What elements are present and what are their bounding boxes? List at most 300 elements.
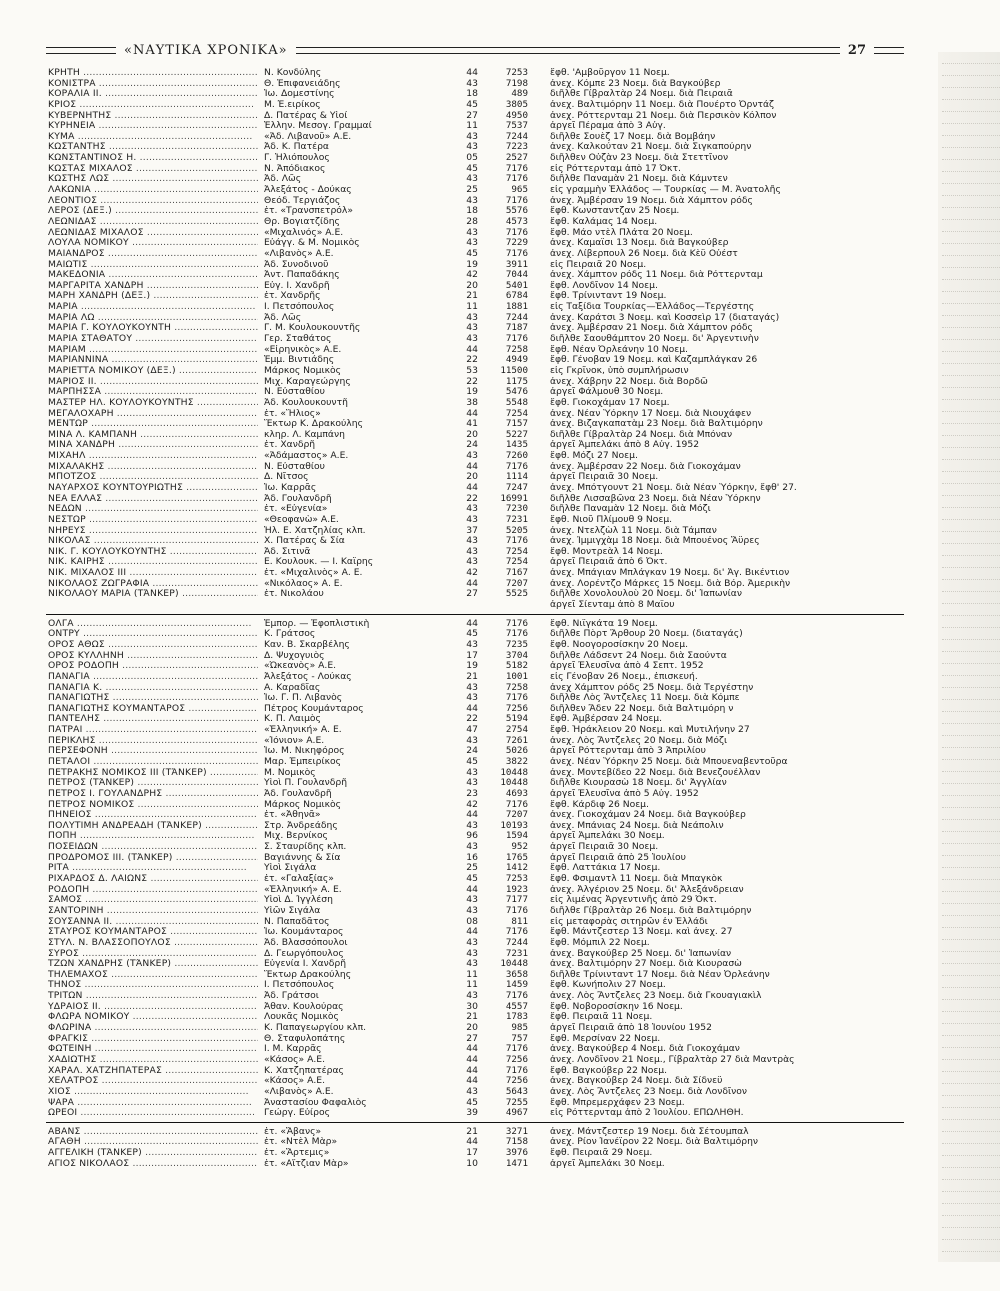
ship-name-text: ΝΕΣΤΩΡ xyxy=(48,514,86,525)
tonnage: 7176 xyxy=(505,927,528,938)
voyage-status: εἰς Ταξίδια Τουρκίας—Ἑλλάδος—Τεργέστης xyxy=(550,302,755,313)
owner-name: Δ. Γεωργόπουλος xyxy=(264,948,344,959)
leader-dots xyxy=(183,483,258,493)
register-code: 43 xyxy=(466,693,478,704)
owner-name: Εὐγενία Ι. Χανδρῆ xyxy=(264,959,347,970)
leader-dots xyxy=(105,640,258,650)
owner-name: «Κάσος» Α.Ε. xyxy=(264,1054,326,1065)
register-code: 96 xyxy=(466,831,478,842)
voyage-status: διῆλθεν Ἄδεν 22 Νοεμ. διὰ Βαλτιμόρη ν xyxy=(550,703,734,714)
ship-name xyxy=(46,704,258,715)
leader-dots xyxy=(108,355,258,365)
tonnage: 5548 xyxy=(505,397,528,408)
leader-dots xyxy=(176,366,258,376)
ship-name-text: ΣΑΝΤΟΡΙΝΗ xyxy=(48,905,104,916)
facing-page-line xyxy=(942,1000,1000,1012)
facing-page-line xyxy=(942,1240,1000,1252)
ship-register-table xyxy=(46,68,904,1169)
owner-name: Γεώργ. Εὐίρος xyxy=(264,1108,330,1119)
ship-row xyxy=(46,600,904,611)
owner-name: ἑτ. «Ἥλιος» xyxy=(264,408,321,419)
tonnage: 7256 xyxy=(505,1054,528,1065)
voyage-status: διῆλθε Λισσαβῶνα 23 Νοεμ. διὰ Νέαν Ὑόρκην xyxy=(550,493,761,504)
ship-row xyxy=(46,345,904,356)
facing-page-line xyxy=(942,988,1000,1000)
ship-row xyxy=(46,366,904,377)
leader-dots xyxy=(96,472,258,482)
voyage-status: ἀνεχ. Μοντεβίδεο 22 Νοεμ. διὰ Βενεζουέλλαν xyxy=(550,767,761,778)
register-code: 43 xyxy=(466,991,478,1002)
register-code: 37 xyxy=(466,525,478,536)
leader-dots xyxy=(74,619,252,629)
leader-dots xyxy=(81,1137,258,1147)
ship-row xyxy=(46,568,904,579)
facing-page-line xyxy=(942,352,1000,364)
tonnage: 1471 xyxy=(505,1158,528,1169)
ship-name-text: ΜΙΝΑ Λ. ΚΑΜΠΑΝΗ xyxy=(48,429,138,440)
register-code: 43 xyxy=(466,948,478,959)
ship-name-text: ΧΕΛΑΤΡΟΣ xyxy=(48,1076,99,1087)
ship-name-text: ΦΛΩΡΙΝΑ xyxy=(48,1023,92,1034)
facing-page-line xyxy=(942,604,1000,616)
ship-row xyxy=(46,547,904,558)
voyage-status: διῆλθε Τρίνινταντ 17 Νοεμ. διὰ Νέαν Ὀρλεάνην xyxy=(550,969,770,980)
ship-name xyxy=(46,419,258,430)
ship-name-text: ΛΕΩΝΙΔΑΣ ΜΙΧΑΛΟΣ xyxy=(48,227,144,238)
voyage-status: ἀργεῖ Ἐλευσῖνα ἀπὸ 4 Σεπτ. 1952 xyxy=(550,661,704,672)
owner-name: ἑτ. Χανδρῆς xyxy=(264,291,321,302)
tonnage: 7176 xyxy=(505,195,528,206)
register-code: 11 xyxy=(466,121,478,132)
ship-name xyxy=(46,249,258,260)
ship-row xyxy=(46,451,904,462)
tonnage: 3658 xyxy=(505,969,528,980)
leader-dots xyxy=(162,1066,258,1076)
register-code: 24 xyxy=(466,440,478,451)
ship-name xyxy=(46,121,258,132)
leader-dots xyxy=(102,89,258,99)
ship-name-text: ΩΡΕΟΙ xyxy=(48,1108,78,1119)
register-code: 43 xyxy=(466,937,478,948)
tonnage: 7253 xyxy=(505,68,528,78)
ship-name xyxy=(46,821,258,832)
register-code: 43 xyxy=(466,514,478,525)
ship-name-text: ΠΕΤΡΟΣ (ΤΆΝΚΕΡ) xyxy=(48,778,135,789)
ship-row xyxy=(46,1002,904,1013)
ship-name xyxy=(46,217,258,228)
tonnage: 1175 xyxy=(505,376,528,387)
voyage-status: ἀργεῖ Πειραιᾶ ἀπὸ 25 Ἰουλίου xyxy=(550,852,686,863)
facing-page-line xyxy=(942,916,1000,928)
leader-dots xyxy=(104,906,258,916)
voyage-status: διῆλθε Χονολουλοὺ 20 Νοεμ. δι' Ἰαπωνίαν xyxy=(550,589,742,600)
tonnage: 757 xyxy=(511,1033,528,1044)
owner-name: «Ἑλληνική» Α. Ε. xyxy=(264,884,342,895)
tonnage: 3271 xyxy=(505,1126,528,1137)
owner-name: Θεόδ. Τεργιάζος xyxy=(264,195,341,206)
ship-name-text: ΠΟΣΕΙΔΩΝ xyxy=(48,842,99,853)
leader-dots xyxy=(149,579,258,589)
facing-page-line xyxy=(942,196,1000,208)
voyage-status: ἔφθ. Μόμπιλ 22 Νοεμ. xyxy=(550,937,650,948)
owner-name: Κ. Χατζηπατέρας xyxy=(264,1065,344,1076)
register-code: 17 xyxy=(466,650,478,661)
owner-name: «Λιβανὸς» Α.Ε. xyxy=(264,248,334,259)
leader-dots xyxy=(97,1055,258,1065)
voyage-status: ἔφθ. Λονδῖνον 14 Νοεμ. xyxy=(550,280,658,291)
ship-row xyxy=(46,1034,904,1045)
leader-dots xyxy=(104,462,258,472)
tonnage: 3911 xyxy=(505,259,528,270)
ship-name-text: ΟΛΓΑ xyxy=(48,618,74,629)
tonnage: 7176 xyxy=(505,248,528,259)
leader-dots xyxy=(105,249,258,259)
leader-dots xyxy=(83,991,258,1001)
voyage-status: ἔφθ. Μάο ντὲλ Πλάτα 20 Νοεμ. xyxy=(550,227,693,238)
voyage-status: ἀργεῖ Σίενταμ ἀπὸ 8 Μαΐου xyxy=(550,600,675,611)
owner-name: Μιχ. Βερνίκος xyxy=(264,831,328,842)
ship-name-text: ΚΩΣΤΑΣ ΜΙΧΑΛΟΣ xyxy=(48,163,133,174)
register-code: 28 xyxy=(466,216,478,227)
ship-row xyxy=(46,419,904,430)
facing-page-line xyxy=(942,1144,1000,1156)
ship-row xyxy=(46,440,904,451)
owner-name: Ἐμμ. Βιντιάδης xyxy=(264,355,335,366)
tonnage: 4950 xyxy=(505,110,528,121)
voyage-status: εἰς Ρόττερνταμ ἀπὸ 2 Ἰουλίου. ΕΠΩΛΗΘΗ. xyxy=(550,1108,744,1119)
ship-name-text: ΤΗΝΟΣ xyxy=(48,980,82,991)
tonnage: 1594 xyxy=(505,831,528,842)
tonnage: 10448 xyxy=(500,778,528,789)
ship-name-text: ΚΟΝΙΣΤΡΑ xyxy=(48,78,96,89)
register-code: 43 xyxy=(466,238,478,249)
ship-row xyxy=(46,132,904,143)
ship-name xyxy=(46,79,258,90)
facing-page-line xyxy=(942,892,1000,904)
tonnage: 2754 xyxy=(505,725,528,736)
voyage-status: ἀνεχ. Λονδῖνον 21 Νοεμ., Γίβραλτὰρ 27 διὰ Μαντρὰς xyxy=(550,1054,795,1065)
ship-row xyxy=(46,917,904,928)
ship-row xyxy=(46,683,904,694)
leader-dots xyxy=(112,917,258,927)
leader-dots xyxy=(90,757,258,767)
facing-page-line xyxy=(942,664,1000,676)
voyage-status: ἀνεχ. Ἀμβέρσαν 22 Νοεμ. διὰ Γιοκοχάμαν xyxy=(550,461,741,472)
register-code: 43 xyxy=(466,842,478,853)
ship-name xyxy=(46,589,258,600)
ship-row xyxy=(46,526,904,537)
facing-page-line xyxy=(942,52,1000,64)
ship-name xyxy=(46,260,258,271)
register-code: 22 xyxy=(466,376,478,387)
register-code: 44 xyxy=(466,884,478,895)
tonnage: 7244 xyxy=(505,937,528,948)
ship-name xyxy=(46,111,258,122)
voyage-status: ἀνεχ. Λορέντζο Μάρκες 15 Νοεμ. διὰ Βόρ. Ἀμερικὴν xyxy=(550,578,791,589)
voyage-status: ἀνεχ. Ἀμβέρσαν 19 Νοεμ. διὰ Χάμπτον ρόδς xyxy=(550,195,753,206)
register-code: 43 xyxy=(466,959,478,970)
owner-name: Υἱῶν Σιγάλα xyxy=(264,905,321,916)
tonnage: 7235 xyxy=(505,639,528,650)
tonnage: 7231 xyxy=(505,514,528,525)
owner-name: Βαγιάννης & Σία xyxy=(264,852,341,863)
ship-name-text: ΚΥΜΑ xyxy=(48,131,75,142)
ship-row xyxy=(46,619,904,630)
ship-name-text: ΝΕΑ ΕΛΛΑΣ xyxy=(48,493,103,504)
ship-name-text: ΤΖΩΝ ΧΑΝΔΡΗΣ (ΤΆΝΚΕΡ) xyxy=(48,959,172,970)
tonnage: 10193 xyxy=(500,820,528,831)
ship-name xyxy=(46,526,258,537)
voyage-status: ἀνεχ. Λὸς Ἄντζελες 23 Νοεμ. διὰ Λονδῖνον xyxy=(550,1086,748,1097)
ship-name xyxy=(46,196,258,207)
leader-dots xyxy=(91,1023,258,1033)
facing-page-line xyxy=(942,364,1000,376)
register-code: 43 xyxy=(466,504,478,515)
owner-name: Ἀδ. Λῶς xyxy=(264,312,302,323)
owner-name: Ἀδ. Συνοδινοῦ xyxy=(264,259,329,270)
owner-name: ἑτ. «Ντὲλ Μὰρ» xyxy=(264,1137,338,1148)
ship-name-text: ΝΙΚΟΛΑΣ xyxy=(48,536,91,547)
ship-name-text: ΜΕΝΤΩΡ xyxy=(48,419,88,430)
ship-name xyxy=(46,483,258,494)
ship-name xyxy=(46,164,258,175)
ship-row xyxy=(46,121,904,132)
ship-row xyxy=(46,789,904,800)
leader-dots xyxy=(101,387,258,397)
owner-name: Εὐάγγ. & Μ. Νομικὸς xyxy=(264,238,360,249)
voyage-status: ἀνεχ. Καλκούταν 21 Νοεμ. διὰ Σιγκαπούρην xyxy=(550,142,752,153)
voyage-status: ἀνεχ. Μάντζεστερ 19 Νοεμ. διὰ Σέτουμπαλ xyxy=(550,1126,749,1137)
ship-name xyxy=(46,451,258,462)
voyage-status: διῆλθε Γίβραλτὰρ 24 Νοεμ. διὰ Μπόναν xyxy=(550,429,733,440)
leader-dots xyxy=(106,142,258,152)
ship-name-text: ΛΕΟΝΤΙΟΣ xyxy=(48,195,98,206)
facing-page-line xyxy=(942,1216,1000,1228)
ship-name-text: ΧΑΔΙΩΤΗΣ xyxy=(48,1054,97,1065)
ship-name xyxy=(46,853,258,864)
tonnage: 7176 xyxy=(505,905,528,916)
tonnage: 16991 xyxy=(500,493,528,504)
leader-dots xyxy=(207,768,258,778)
ship-name xyxy=(46,938,258,949)
voyage-status: ἔφθ. Βαγκούβερ 22 Νοεμ. xyxy=(550,1065,668,1076)
ship-name-text: ΑΓΙΟΣ ΝΙΚΟΛΑΟΣ xyxy=(48,1158,130,1169)
ship-name xyxy=(46,778,258,789)
owner-name: Ἀδ. Κουλουκουντῆ xyxy=(264,397,348,408)
ship-name-text: ΟΝΤΡΥ xyxy=(48,629,80,640)
ship-name xyxy=(46,1044,258,1055)
voyage-status: ἀνεχ. Ντελζὼλ 11 Νοεμ. διὰ Τάμπαν xyxy=(550,525,717,536)
register-code: 21 xyxy=(466,671,478,682)
voyage-status: ἔφθ. Πειραιᾶ 11 Νοεμ. xyxy=(550,1012,653,1023)
voyage-status: ἔφθ. Γιοκοχάμαν 17 Νοεμ. xyxy=(550,397,670,408)
voyage-status: ἀργεῖ Ἐλευσῖνα ἀπὸ 5 Αὐγ. 1952 xyxy=(550,788,699,799)
voyage-status: ἔφθ. Ἡράκλειον 20 Νοεμ. καὶ Μυτιλήνην 27 xyxy=(550,725,750,736)
ship-row xyxy=(46,217,904,228)
facing-page-line xyxy=(942,520,1000,532)
ship-name xyxy=(46,334,258,345)
tonnage: 7207 xyxy=(505,578,528,589)
tonnage: 5205 xyxy=(505,525,528,536)
owner-name: «Κάσος» Α.Ε. xyxy=(264,1076,326,1087)
owner-name: Δ. Πατέρας & Υἱοί xyxy=(264,110,348,121)
register-code: 43 xyxy=(466,682,478,693)
leader-dots xyxy=(75,132,253,142)
facing-page-line xyxy=(942,1108,1000,1120)
facing-page-line xyxy=(942,508,1000,520)
register-code: 43 xyxy=(466,451,478,462)
register-code: 44 xyxy=(466,461,478,472)
ship-name-text: ΚΟΡΑΛΙΑ ΙΙ. xyxy=(48,89,102,100)
tonnage: 7256 xyxy=(505,703,528,714)
register-code: 43 xyxy=(466,895,478,906)
voyage-status: ἔφθ. 'Αμβοῦργον 11 Νοεμ. xyxy=(550,68,670,78)
owner-name: Ι. Πετσόπουλος xyxy=(264,980,335,991)
facing-page-line xyxy=(942,712,1000,724)
owner-name: «Ἀδ. Λιβανοῦ» Α.Ε. xyxy=(264,131,352,142)
leader-dots xyxy=(86,345,258,355)
tonnage: 7256 xyxy=(505,1076,528,1087)
leader-dots xyxy=(144,281,258,291)
voyage-status: ἀνεχ. Κόμπε 23 Νοεμ. διὰ Βαγκούβερ xyxy=(550,78,721,89)
owner-name: Δ. Ψυχογυιὸς xyxy=(264,650,325,661)
leader-dots xyxy=(150,291,258,301)
register-code: 43 xyxy=(466,820,478,831)
ship-name xyxy=(46,600,258,611)
ship-name xyxy=(46,672,258,683)
leader-dots xyxy=(88,1034,258,1044)
ship-row xyxy=(46,746,904,757)
ship-row xyxy=(46,640,904,651)
leader-dots xyxy=(102,683,258,693)
owner-name: Ἀθαν. Κουλούρας xyxy=(264,1001,344,1012)
ship-row xyxy=(46,853,904,864)
register-code: 43 xyxy=(466,131,478,142)
ship-name-text: ΣΤΑΥΡΟΣ ΚΟΥΜΑΝΤΑΡΟΣ xyxy=(48,927,168,938)
owner-name: «Μιχαλινός» Α.Ε. xyxy=(264,227,344,238)
ship-row xyxy=(46,430,904,441)
leader-dots xyxy=(124,651,258,661)
owner-name: Εὐγ. Ι. Χανδρῆ xyxy=(264,280,330,291)
tonnage: 952 xyxy=(511,842,528,853)
ship-row xyxy=(46,629,904,640)
facing-page-line xyxy=(942,1192,1000,1204)
leader-dots xyxy=(97,196,258,206)
ship-name-text: ΛΕΩΝΙΔΑΣ xyxy=(48,216,97,227)
ship-name-text: ΠΑΝΑΓΙΑ xyxy=(48,671,90,682)
tonnage: 7176 xyxy=(505,174,528,185)
facing-page-line xyxy=(942,1228,1000,1240)
register-code: 42 xyxy=(466,568,478,579)
facing-page-line xyxy=(942,568,1000,580)
register-code: 05 xyxy=(466,153,478,164)
ship-row xyxy=(46,334,904,345)
facing-page-line xyxy=(942,112,1000,124)
tonnage: 7254 xyxy=(505,546,528,557)
tonnage: 7167 xyxy=(505,568,528,579)
leader-dots xyxy=(81,1127,258,1137)
facing-page-line xyxy=(942,1036,1000,1048)
facing-page-line xyxy=(942,472,1000,484)
ship-name xyxy=(46,302,258,313)
register-code: 21 xyxy=(466,1012,478,1023)
leader-dots xyxy=(142,1148,258,1158)
ship-name xyxy=(46,1076,258,1087)
ship-name-text: ΨΑΡΑ xyxy=(48,1097,75,1108)
ship-name xyxy=(46,270,258,281)
ship-row xyxy=(46,142,904,153)
register-code: 44 xyxy=(466,927,478,938)
leader-dots xyxy=(171,323,258,333)
ship-name xyxy=(46,281,258,292)
ship-name-text: ΤΡΙΤΩΝ xyxy=(48,991,83,1002)
register-code: 44 xyxy=(466,1054,478,1065)
voyage-status: ἔφθ. Κάρδιφ 26 Νοεμ. xyxy=(550,799,649,810)
leader-dots xyxy=(77,831,255,841)
tonnage: 4557 xyxy=(505,1001,528,1012)
owner-name: Υἱοὶ Σιγάλα xyxy=(264,863,317,874)
tonnage: 2527 xyxy=(505,153,528,164)
tonnage: 7261 xyxy=(505,735,528,746)
facing-page-line xyxy=(942,832,1000,844)
register-code: 44 xyxy=(466,810,478,821)
register-code: 43 xyxy=(466,557,478,568)
voyage-status: ἔφθ. Μοντρεὰλ 14 Νοεμ. xyxy=(550,546,663,557)
voyage-status: διῆλθεν Οὐζὰν 23 Νοεμ. διὰ Στεττῖνον xyxy=(550,153,729,164)
voyage-status: εἰς γραμμὴν Ἑλλάδος — Τουρκίας — Μ. Ἀνατολῆς xyxy=(550,185,781,196)
register-code: 43 xyxy=(466,546,478,557)
facing-page-line xyxy=(942,220,1000,232)
tonnage: 6784 xyxy=(505,291,528,302)
ship-row xyxy=(46,778,904,789)
tonnage: 4949 xyxy=(505,355,528,366)
ship-row xyxy=(46,260,904,271)
ship-name-text: ΠΕΡΣΕΦΟΝΗ xyxy=(48,746,108,757)
ship-row xyxy=(46,515,904,526)
voyage-status: ἀνεχ. Καμαΐσι 13 Νοεμ. διὰ Βαγκούβερ xyxy=(550,238,729,249)
facing-page-line xyxy=(942,796,1000,808)
owner-name: Ἀδ. Κ. Πατέρα xyxy=(264,142,329,153)
ship-row xyxy=(46,1023,904,1034)
ship-name xyxy=(46,874,258,885)
register-code: 24 xyxy=(466,746,478,757)
tonnage: 7044 xyxy=(505,270,528,281)
ship-row xyxy=(46,291,904,302)
voyage-status: ἔφθ. Τρίνινταντ 19 Νοεμ. xyxy=(550,291,667,302)
facing-page-edge xyxy=(938,52,1000,1262)
facing-page-line xyxy=(942,208,1000,220)
leader-dots xyxy=(133,164,258,174)
leader-dots xyxy=(96,79,258,89)
ship-name-text: ΠΕΤΡΑΚΗΣ ΝΟΜΙΚΟΣ ΙΙΙ (ΤΆΝΚΕΡ) xyxy=(48,767,207,778)
ship-row xyxy=(46,704,904,715)
leader-dots xyxy=(91,536,258,546)
register-code: 44 xyxy=(466,482,478,493)
tonnage: 10448 xyxy=(500,959,528,970)
facing-page-line xyxy=(942,184,1000,196)
ship-row xyxy=(46,504,904,515)
owner-name: Ἀδ. Γουλανδρῆ xyxy=(264,493,332,504)
facing-page-line xyxy=(942,328,1000,340)
facing-page-line xyxy=(942,400,1000,412)
register-code: 18 xyxy=(466,89,478,100)
voyage-status: ἀνεχ. Ἰμμιγχὰμ 18 Νοεμ. διὰ Μπουένος Ἄϋρες xyxy=(550,536,760,547)
ship-name-text: ΜΑΡΙΑ ΣΤΑΘΑΤΟΥ xyxy=(48,334,133,345)
voyage-status: ἀνεχ. Γιοκοχάμαν 24 Νοεμ. διὰ Βαγκούβερ xyxy=(550,810,746,821)
ship-row xyxy=(46,270,904,281)
ship-name xyxy=(46,494,258,505)
owner-name: ἑτ. Χανδρῆ xyxy=(264,440,316,451)
